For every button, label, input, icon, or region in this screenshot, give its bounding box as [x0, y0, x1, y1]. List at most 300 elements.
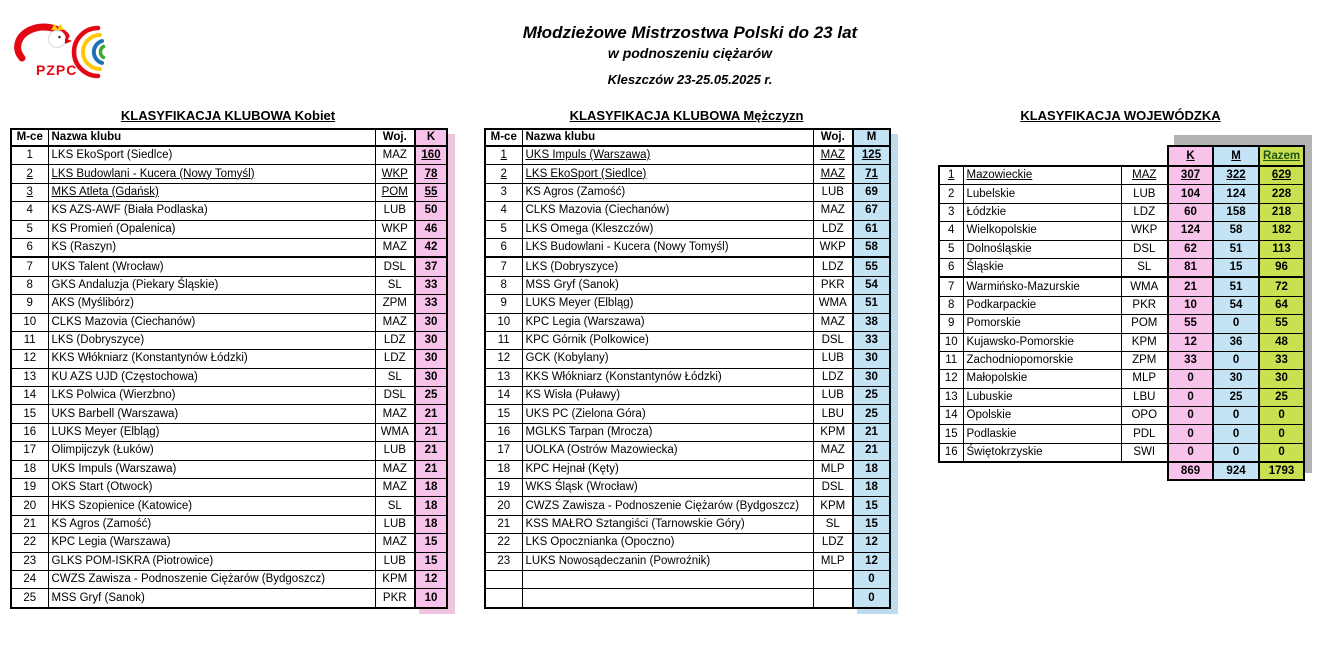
- score-cell: 18: [853, 479, 890, 497]
- table-row: [11, 423, 447, 441]
- voivodeship-code-cell: LDZ: [813, 257, 853, 276]
- m-points-cell: 322: [1213, 166, 1259, 185]
- club-name-cell: UOLKA (Ostrów Mazowiecka): [522, 442, 813, 460]
- m-points-cell: 158: [1213, 203, 1259, 221]
- voivodeship-code-cell: SL: [1121, 258, 1168, 277]
- score-cell: 30: [415, 368, 447, 386]
- table-row: [485, 534, 890, 552]
- pzpc-eagle-rings-icon: [14, 20, 114, 90]
- score-cell: 0: [853, 589, 890, 608]
- club-name-cell: UKS Impuls (Warszawa): [48, 460, 375, 478]
- voivodeship-code-cell: SL: [375, 276, 415, 294]
- club-name-cell: UKS PC (Zielona Góra): [522, 405, 813, 423]
- k-points-cell: 104: [1168, 185, 1213, 203]
- k-points-cell: 0: [1168, 425, 1213, 443]
- voivodeship-code-cell: LDZ: [375, 350, 415, 368]
- rank-cell: 7: [11, 257, 48, 276]
- club-name-cell: [522, 589, 813, 608]
- club-name-cell: UKS Talent (Wrocław): [48, 257, 375, 276]
- club-name-cell: KS Promień (Opalenica): [48, 220, 375, 238]
- voivodeship-code-cell: LDZ: [813, 368, 853, 386]
- table-row: [485, 276, 890, 294]
- club-name-cell: LKS EkoSport (Siedlce): [48, 146, 375, 165]
- score-cell: 30: [415, 350, 447, 368]
- col-header-voivodeship: Woj.: [813, 129, 853, 146]
- total-points-cell: 72: [1259, 277, 1304, 296]
- women-table-title: KLASYFIKACJA KLUBOWA Kobiet: [120, 108, 336, 123]
- rank-cell: 3: [939, 203, 963, 221]
- score-cell: 21: [415, 405, 447, 423]
- score-cell: 71: [853, 165, 890, 183]
- rank-cell: 8: [11, 276, 48, 294]
- voivodeship-code-cell: LUB: [375, 202, 415, 220]
- club-name-cell: KSS MAŁRO Sztangiści (Tarnowskie Góry): [522, 515, 813, 533]
- voivodeship-code-cell: MAZ: [1121, 166, 1168, 185]
- table-row: [485, 515, 890, 533]
- table-row: [485, 552, 890, 570]
- table-row: [485, 387, 890, 405]
- rank-cell: 11: [11, 331, 48, 349]
- col-header-rank: M-ce: [485, 129, 522, 146]
- table-row: [939, 222, 1304, 240]
- table-row: [485, 295, 890, 313]
- voivodeship-code-cell: DSL: [813, 331, 853, 349]
- voivodeship-code-cell: WMA: [1121, 277, 1168, 296]
- k-points-cell: 62: [1168, 240, 1213, 258]
- table-row: [939, 185, 1304, 203]
- score-cell: 25: [853, 387, 890, 405]
- voivodeship-code-cell: SL: [813, 515, 853, 533]
- table-row: [11, 350, 447, 368]
- score-cell: 33: [853, 331, 890, 349]
- voivodeship-code-cell: MAZ: [375, 238, 415, 257]
- voivodeship-code-cell: LUB: [375, 552, 415, 570]
- rank-cell: 22: [485, 534, 522, 552]
- rank-cell: 20: [11, 497, 48, 515]
- voivodeship-code-cell: [813, 589, 853, 608]
- voivodeship-name-cell: Wielkopolskie: [963, 222, 1121, 240]
- rank-cell: 16: [11, 423, 48, 441]
- total-points-cell: 64: [1259, 296, 1304, 314]
- rank-cell: 5: [485, 220, 522, 238]
- voivodeship-code-cell: PKR: [375, 589, 415, 608]
- table-row: [485, 220, 890, 238]
- voivodeship-name-cell: Podlaskie: [963, 425, 1121, 443]
- club-name-cell: GKS Andaluzja (Piekary Śląskie): [48, 276, 375, 294]
- women-table: [10, 128, 448, 609]
- score-cell: 25: [415, 387, 447, 405]
- total-k: 869: [1168, 462, 1213, 480]
- total-razem: 1793: [1259, 462, 1304, 480]
- club-name-cell: KS Agros (Zamość): [522, 183, 813, 201]
- rank-cell: [485, 570, 522, 588]
- voivodeship-classification: [938, 107, 1303, 481]
- table-row: [485, 405, 890, 423]
- club-name-cell: UKS Barbell (Warszawa): [48, 405, 375, 423]
- club-name-cell: KPC Hejnał (Kęty): [522, 460, 813, 478]
- rank-cell: 12: [485, 350, 522, 368]
- rank-cell: 12: [939, 370, 963, 388]
- rank-cell: 12: [11, 350, 48, 368]
- voivodeship-code-cell: PDL: [1121, 425, 1168, 443]
- pzpc-logo: [14, 20, 114, 90]
- rank-cell: 6: [485, 238, 522, 257]
- table-row: [485, 589, 890, 608]
- club-name-cell: HKS Szopienice (Katowice): [48, 497, 375, 515]
- total-points-cell: 55: [1259, 315, 1304, 333]
- club-name-cell: KPC Górnik (Polkowice): [522, 331, 813, 349]
- voivodeship-code-cell: WKP: [1121, 222, 1168, 240]
- rank-cell: 3: [485, 183, 522, 201]
- rank-cell: 22: [11, 534, 48, 552]
- total-points-cell: 218: [1259, 203, 1304, 221]
- k-points-cell: 60: [1168, 203, 1213, 221]
- m-points-cell: 51: [1213, 277, 1259, 296]
- club-name-cell: GCK (Kobylany): [522, 350, 813, 368]
- rank-cell: 21: [485, 515, 522, 533]
- score-cell: 38: [853, 313, 890, 331]
- voivodeship-code-cell: MAZ: [375, 405, 415, 423]
- rank-cell: 13: [11, 368, 48, 386]
- rank-cell: 5: [939, 240, 963, 258]
- voivodeship-code-cell: PKR: [1121, 296, 1168, 314]
- table-row: [485, 313, 890, 331]
- voivodeship-name-cell: Opolskie: [963, 407, 1121, 425]
- voivodeship-code-cell: SL: [375, 497, 415, 515]
- m-points-cell: 54: [1213, 296, 1259, 314]
- table-row: [11, 387, 447, 405]
- voivodeship-code-cell: DSL: [1121, 240, 1168, 258]
- event-location-date: Kleszczów 23-25.05.2025 r.: [607, 72, 773, 87]
- rank-cell: 10: [11, 313, 48, 331]
- score-cell: 42: [415, 238, 447, 257]
- voivodeship-code-cell: MAZ: [375, 146, 415, 165]
- col-header-k: K: [1168, 146, 1213, 166]
- table-row: [939, 351, 1304, 369]
- rank-cell: 24: [11, 570, 48, 588]
- club-name-cell: KS AZS-AWF (Biała Podlaska): [48, 202, 375, 220]
- col-header-m: M: [853, 129, 890, 146]
- score-cell: 21: [853, 423, 890, 441]
- men-table: [484, 128, 891, 609]
- club-name-cell: UKS Impuls (Warszawa): [522, 146, 813, 165]
- table-row: [939, 333, 1304, 351]
- voivodeship-name-cell: Śląskie: [963, 258, 1121, 277]
- voivodeship-code-cell: WMA: [813, 295, 853, 313]
- score-cell: 21: [853, 442, 890, 460]
- total-points-cell: 25: [1259, 388, 1304, 406]
- rank-cell: 18: [485, 460, 522, 478]
- rank-cell: 6: [11, 238, 48, 257]
- m-points-cell: 0: [1213, 351, 1259, 369]
- club-name-cell: LKS Budowlani - Kucera (Nowy Tomyśl): [522, 238, 813, 257]
- score-cell: 15: [853, 515, 890, 533]
- page-subtitle: w podnoszeniu ciężarów: [607, 45, 773, 61]
- score-cell: 21: [415, 460, 447, 478]
- table-row: [485, 570, 890, 588]
- voivodeship-code-cell: SL: [375, 368, 415, 386]
- club-name-cell: MSS Gryf (Sanok): [48, 589, 375, 608]
- voivodeship-code-cell: LUB: [375, 442, 415, 460]
- table-row: [939, 370, 1304, 388]
- col-header-voivodeship: Woj.: [375, 129, 415, 146]
- table-row: [11, 497, 447, 515]
- score-cell: 10: [415, 589, 447, 608]
- table-row: [939, 315, 1304, 333]
- voivodeship-code-cell: POM: [375, 183, 415, 201]
- voivodeship-code-cell: LBU: [813, 405, 853, 423]
- score-cell: 21: [415, 442, 447, 460]
- rank-cell: 20: [485, 497, 522, 515]
- rank-cell: 15: [939, 425, 963, 443]
- score-cell: 15: [415, 552, 447, 570]
- table-row: [11, 238, 447, 257]
- club-name-cell: Olimpijczyk (Łuków): [48, 442, 375, 460]
- total-points-cell: 0: [1259, 443, 1304, 462]
- table-row: [11, 405, 447, 423]
- club-name-cell: LKS Omega (Kleszczów): [522, 220, 813, 238]
- k-points-cell: 81: [1168, 258, 1213, 277]
- club-name-cell: KU AZS UJD (Częstochowa): [48, 368, 375, 386]
- score-cell: 18: [415, 479, 447, 497]
- table-row: [939, 277, 1304, 296]
- club-name-cell: CWZS Zawisza - Podnoszenie Ciężarów (Bydgoszcz): [48, 570, 375, 588]
- club-name-cell: KKS Włókniarz (Konstantynów Łódzki): [48, 350, 375, 368]
- table-row: [11, 552, 447, 570]
- col-header-rank: M-ce: [11, 129, 48, 146]
- men-header-row: [485, 129, 890, 146]
- total-points-cell: 96: [1259, 258, 1304, 277]
- score-cell: 78: [415, 165, 447, 183]
- total-points-cell: 113: [1259, 240, 1304, 258]
- table-row: [485, 165, 890, 183]
- voivodeship-code-cell: LUB: [375, 515, 415, 533]
- club-name-cell: LKS EkoSport (Siedlce): [522, 165, 813, 183]
- total-points-cell: 33: [1259, 351, 1304, 369]
- table-row: [485, 183, 890, 201]
- m-points-cell: 51: [1213, 240, 1259, 258]
- k-points-cell: 307: [1168, 166, 1213, 185]
- score-cell: 12: [853, 552, 890, 570]
- table-row: [485, 331, 890, 349]
- total-points-cell: 182: [1259, 222, 1304, 240]
- rank-cell: 3: [11, 183, 48, 201]
- k-points-cell: 12: [1168, 333, 1213, 351]
- voivodeship-code-cell: OPO: [1121, 407, 1168, 425]
- page-title: Młodzieżowe Mistrzostwa Polski do 23 lat: [522, 23, 858, 42]
- score-cell: 18: [415, 497, 447, 515]
- club-name-cell: GLKS POM-ISKRA (Piotrowice): [48, 552, 375, 570]
- score-cell: 0: [853, 570, 890, 588]
- rank-cell: 13: [939, 388, 963, 406]
- voivodeship-code-cell: LUB: [813, 350, 853, 368]
- rank-cell: 14: [485, 387, 522, 405]
- rank-cell: 14: [939, 407, 963, 425]
- men-table-title: KLASYFIKACJA KLUBOWA Mężczyzn: [569, 108, 804, 123]
- score-cell: 33: [415, 276, 447, 294]
- score-cell: 55: [415, 183, 447, 201]
- club-name-cell: CWZS Zawisza - Podnoszenie Ciężarów (Bydgoszcz): [522, 497, 813, 515]
- total-points-cell: 228: [1259, 185, 1304, 203]
- rank-cell: 9: [939, 315, 963, 333]
- table-row: [11, 257, 447, 276]
- club-name-cell: KS (Raszyn): [48, 238, 375, 257]
- club-name-cell: KKS Włókniarz (Konstantynów Łódzki): [522, 368, 813, 386]
- m-points-cell: 0: [1213, 443, 1259, 462]
- score-cell: 30: [415, 331, 447, 349]
- table-row: [939, 407, 1304, 425]
- table-row: [485, 423, 890, 441]
- club-name-cell: AKS (Myślibórz): [48, 295, 375, 313]
- table-row: [485, 442, 890, 460]
- voivodeship-code-cell: MAZ: [375, 479, 415, 497]
- m-points-cell: 0: [1213, 407, 1259, 425]
- m-points-cell: 15: [1213, 258, 1259, 277]
- total-points-cell: 0: [1259, 407, 1304, 425]
- voivodeship-code-cell: ZPM: [1121, 351, 1168, 369]
- club-name-cell: LKS Polwica (Wierzbno): [48, 387, 375, 405]
- total-points-cell: 30: [1259, 370, 1304, 388]
- voivodeship-code-cell: DSL: [813, 479, 853, 497]
- voivodeship-code-cell: MAZ: [375, 460, 415, 478]
- rank-cell: 2: [11, 165, 48, 183]
- table-row: [939, 203, 1304, 221]
- voivodeship-name-cell: Kujawsko-Pomorskie: [963, 333, 1121, 351]
- col-header-k: K: [415, 129, 447, 146]
- club-name-cell: KPC Legia (Warszawa): [48, 534, 375, 552]
- score-cell: 15: [415, 534, 447, 552]
- voivodeship-name-cell: Dolnośląskie: [963, 240, 1121, 258]
- score-cell: 46: [415, 220, 447, 238]
- rank-cell: 4: [939, 222, 963, 240]
- k-points-cell: 124: [1168, 222, 1213, 240]
- m-points-cell: 36: [1213, 333, 1259, 351]
- club-name-cell: MGLKS Tarpan (Mrocza): [522, 423, 813, 441]
- rank-cell: 14: [11, 387, 48, 405]
- voivodeship-code-cell: LUB: [1121, 185, 1168, 203]
- voivodeship-code-cell: PKR: [813, 276, 853, 294]
- voivodeship-code-cell: ZPM: [375, 295, 415, 313]
- rank-cell: 23: [485, 552, 522, 570]
- rank-cell: 15: [11, 405, 48, 423]
- rank-cell: 16: [939, 443, 963, 462]
- table-row: [485, 238, 890, 257]
- voivodeship-code-cell: KPM: [813, 497, 853, 515]
- totals-row: [939, 462, 1304, 480]
- m-points-cell: 124: [1213, 185, 1259, 203]
- rank-cell: 6: [939, 258, 963, 277]
- k-points-cell: 55: [1168, 315, 1213, 333]
- club-name-cell: CLKS Mazovia (Ciechanów): [48, 313, 375, 331]
- voivodeship-code-cell: LDZ: [375, 331, 415, 349]
- table-row: [939, 425, 1304, 443]
- table-row: [11, 589, 447, 608]
- rank-cell: 15: [485, 405, 522, 423]
- table-row: [11, 183, 447, 201]
- club-name-cell: LUKS Meyer (Elbląg): [48, 423, 375, 441]
- rank-cell: 8: [939, 296, 963, 314]
- score-cell: 58: [853, 238, 890, 257]
- table-row: [11, 220, 447, 238]
- voivodeship-code-cell: POM: [1121, 315, 1168, 333]
- voivodeship-code-cell: MAZ: [813, 146, 853, 165]
- voivodeship-code-cell: WKP: [375, 165, 415, 183]
- m-points-cell: 0: [1213, 425, 1259, 443]
- rank-cell: 17: [11, 442, 48, 460]
- rank-cell: 10: [485, 313, 522, 331]
- rank-cell: 21: [11, 515, 48, 533]
- voivodeship-name-cell: Małopolskie: [963, 370, 1121, 388]
- club-name-cell: [522, 570, 813, 588]
- rank-cell: 5: [11, 220, 48, 238]
- col-header-m: M: [1213, 146, 1259, 166]
- table-row: [939, 388, 1304, 406]
- score-cell: 33: [415, 295, 447, 313]
- club-name-cell: CLKS Mazovia (Ciechanów): [522, 202, 813, 220]
- table-row: [11, 202, 447, 220]
- rank-cell: 13: [485, 368, 522, 386]
- rank-cell: 16: [485, 423, 522, 441]
- rank-cell: 9: [485, 295, 522, 313]
- score-cell: 54: [853, 276, 890, 294]
- score-cell: 55: [853, 257, 890, 276]
- table-row: [11, 295, 447, 313]
- table-row: [939, 240, 1304, 258]
- voivodeship-code-cell: MAZ: [375, 534, 415, 552]
- score-cell: 12: [415, 570, 447, 588]
- voivodeship-name-cell: Pomorskie: [963, 315, 1121, 333]
- k-points-cell: 33: [1168, 351, 1213, 369]
- score-cell: 61: [853, 220, 890, 238]
- table-row: [485, 497, 890, 515]
- voivodeship-code-cell: LDZ: [813, 534, 853, 552]
- table-row: [11, 515, 447, 533]
- score-cell: 67: [853, 202, 890, 220]
- total-points-cell: 629: [1259, 166, 1304, 185]
- k-points-cell: 0: [1168, 388, 1213, 406]
- voivodeship-code-cell: KPM: [375, 570, 415, 588]
- header-spacer: [939, 146, 1168, 166]
- voivodeship-name-cell: Warmińsko-Mazurskie: [963, 277, 1121, 296]
- table-row: [11, 479, 447, 497]
- voivodeship-name-cell: Mazowieckie: [963, 166, 1121, 185]
- rank-cell: 9: [11, 295, 48, 313]
- score-cell: 50: [415, 202, 447, 220]
- score-cell: 21: [415, 423, 447, 441]
- club-name-cell: OKS Start (Otwock): [48, 479, 375, 497]
- score-cell: 18: [853, 460, 890, 478]
- logo-text: PZPC: [36, 62, 78, 78]
- women-header-row: [11, 129, 447, 146]
- table-row: [485, 202, 890, 220]
- k-points-cell: 0: [1168, 443, 1213, 462]
- voivodeship-code-cell: WKP: [813, 238, 853, 257]
- voivodeship-code-cell: MAZ: [375, 313, 415, 331]
- table-row: [485, 350, 890, 368]
- voivodeship-code-cell: LUB: [813, 387, 853, 405]
- table-row: [11, 146, 447, 165]
- table-row: [485, 257, 890, 276]
- table-row: [485, 479, 890, 497]
- voivodeship-code-cell: LBU: [1121, 388, 1168, 406]
- club-name-cell: LKS (Dobryszyce): [522, 257, 813, 276]
- k-points-cell: 21: [1168, 277, 1213, 296]
- voivodeship-code-cell: LUB: [813, 183, 853, 201]
- men-club-classification: [484, 107, 889, 609]
- rank-cell: 2: [485, 165, 522, 183]
- score-cell: 51: [853, 295, 890, 313]
- k-points-cell: 0: [1168, 370, 1213, 388]
